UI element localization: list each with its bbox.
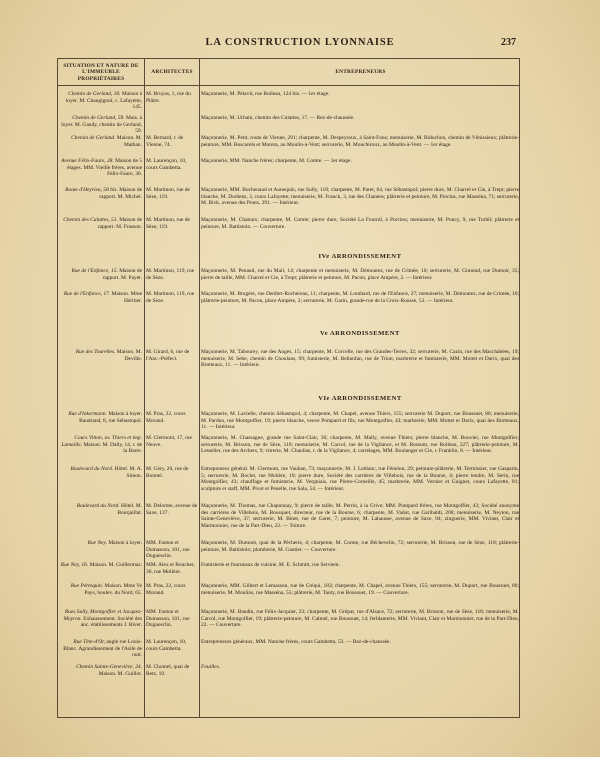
column-header-entrepreneurs: ENTREPRENEURS <box>335 69 386 76</box>
architect-cell: MM. Fanton et Dumasson, 101, rue Duguesclin. <box>146 540 190 560</box>
contractors-cell: Maçonnerie, M. Thomas, rue Chaponnay, 9; pierre de taille, M. Perrin, à la Grive; MM. Pompard frères, rue Montgolfier, 43; Société anonyme des carrières de Villebois, M. Bousquet, directeur, rue de la Bourse, 6; charpente, M. Vadot, rue Garibaldi, 208; menuiserie, M. Neyton, rue Sainte-Geneviève, 37; serrurerie, M. Binet, rue de Garet, 7; peinture, M. Lahausse, avenue de Saxe, 84; zinguerie, MM. Viviant, Clair et Marmonnier, rue de la Part-Dieu, 22. — Toiture. <box>201 503 519 529</box>
contractors-cell: Maçonnerie, MM. Nanche frères; charpente, M. Comte. — 1er étage. <box>201 158 352 164</box>
street-name: Rue des Tourelles. <box>75 349 116 355</box>
architect-cell: M. Géry, 20, rue de Bonnel. <box>146 466 189 479</box>
architect-cell: M. Chomel, quai de Retz, 10. <box>146 664 190 677</box>
street-name: Rue Pétrequin. <box>70 583 104 589</box>
situation-cell <box>60 291 142 304</box>
property-details: Hôtel. M. A. Simon. <box>114 466 142 479</box>
street-name: Rue d'Inkermann. <box>68 411 107 417</box>
property-details: angle rue Louis-Blanc. Agrandissement de l'Asile de nuit. <box>63 639 142 659</box>
contractors-cell: Fumisterie et fourneaux de cuisine, M. E. Schmitt, rue Servient. <box>201 562 340 568</box>
property-details: Maison à loyer. <box>108 540 142 546</box>
property-details: Maison. M. Dally, 14, r. de la Barre. <box>83 441 142 455</box>
property-details: Mais. à loyer. M. Gandy, chemin de Gerland, 59. <box>61 115 142 135</box>
section-heading-5e: Ve ARRONDISSEMENT <box>320 330 400 337</box>
architect-cell: MM. Alex et Boucher, 30, rue Molière. <box>146 562 195 575</box>
situation-cell <box>60 135 142 148</box>
property-details: Maison de 5 étages. MM. Vieille frères, avenue Félix-Faure, 30. <box>67 158 142 178</box>
situation-cell <box>60 435 142 455</box>
section-heading-6e: VIe ARRONDISSEMENT <box>318 395 402 402</box>
page-header <box>0 37 600 51</box>
situation-cell <box>60 583 142 596</box>
property-details: Maison de rapport. M. Frasson. <box>97 217 142 230</box>
column-header-architectes: ARCHITECTES <box>151 69 193 76</box>
section-heading-4e: IVe ARRONDISSEMENT <box>318 253 402 260</box>
contractors-cell: Maçonnerie, M. Chatoux; charpente, M. Comte; pierre dure, Société La Fournil, à Porcieu; menuiserie, M. Poncy, 9, rue Turbil; plâtrerie et peinture, M. Battistolo. — Couverture. <box>201 217 519 230</box>
situation-cell <box>60 158 142 178</box>
architect-cell: M. Girard, 6, rue de l'Anc.-Préfect. <box>146 349 190 362</box>
property-details: Maison à loyer. Baudrand, 8, rue Sébastopol. <box>79 411 142 424</box>
architect-cell: M. Martinon, 119, rue de Sèze. <box>146 268 195 281</box>
street-name: Rue de l'Enfance, 15. <box>71 268 118 274</box>
contractors-cell: Maçonnerie, M. Lavielle, chemin Sébastopol, 4; charpente, M. Chapel, avenue Thiers, 155; serrurerie M. Duport, rue Boussuet, 80; menuiserie, M. Pardon, rue Montgolfier, 19; pierre blanche, veuve Pompard et fils, rue Montgolfier, 43; marbrerie, MM. Mottet et Darix, quai des Brotteaux, 11. — Intérieur. <box>201 411 519 431</box>
property-details: Hôtel. M. Bourjaillat. <box>117 503 142 516</box>
situation-cell <box>60 609 142 629</box>
architect-cell: M. Pras, 22, cours Morand. <box>146 583 186 596</box>
street-name: Boulevard du Nord. <box>76 503 120 509</box>
works-table <box>57 58 520 718</box>
property-details: Maison. M. Mathan. <box>116 135 142 148</box>
architect-cell: MM. Fanton et Dumasson, 101, rue Duguesclin. <box>146 609 190 629</box>
page-number: 237 <box>501 37 516 48</box>
property-details: Maison. Mme Ve Pays, boulev. du Nord, 65. <box>84 583 142 596</box>
street-name: Rue Ney. <box>87 540 107 546</box>
contractors-cell: Entrepreneurs généraux, MM. Nanche frères, cours Gambetta, 53. — Rez-de-chaussée. <box>201 639 391 645</box>
property-details: Maison. Mme Héritier. <box>111 291 142 304</box>
street-name: Rue de l'Enfance, 17. <box>63 291 111 297</box>
property-details: Maison de rapport. M. Michel. <box>99 187 142 200</box>
property-details: Maison. M. Guillermaz. <box>89 562 142 568</box>
contractors-text: Fouilles. <box>201 664 221 670</box>
property-details: Maison de rapport. M. Payet. <box>102 268 142 281</box>
situation-cell <box>60 562 142 569</box>
situation-cell <box>60 91 142 111</box>
architect-cell: M. Martinon, rue de Sèze, 119. <box>146 187 190 200</box>
situation-cell <box>60 187 142 200</box>
contractors-cell: Maçonnerie, M. Brugère, rue Denfert-Rochereau, 11; charpente, M. Lombard, rue de l'Enfance, 27; menuiserie, M. Démoutez, rue de Crimée, 10; plâtrerie-peinture, M. Pacon, place Ampère, 2; serrurerie, M. Garin, grande-rue de la Croix-Rousse, 53. — Intérieur. <box>201 291 519 304</box>
contractors-cell: Maçonnerie, M. Dumont, quai de la Pêcherie, 4; charpente, M. Comte, rue Béchevelin, 72; serrurerie, M. Brisson, rue de Sèze, 118; plâtrerie-peinture, M. Battistolo; plomberie, M. Gautier. — Couverture. <box>201 540 519 553</box>
situation-cell <box>60 664 142 677</box>
architect-cell: M. Delorme, avenue de Saxe, 137. <box>146 503 198 516</box>
architect-cell: M. Martinon, rue de Sèze, 119. <box>146 217 190 230</box>
contractors-cell: Entrepreneur général. M. Clermont, rue Vauban, 73; maçonnerie, M. J. Leblanc, rue Fénelon, 29; peinture-plâtrerie, M. Termissier, rue Gasparin, 5; serrurerie, M. Boclet, rue Molière, 10; pierre dure, Société des carrières de Villebois, rue de la Bourse, 4; pierre tendre, M. Serin, rue Montgolfier, 43; chauffage et fumisterie, M. Vergniais, rue Pierre-Corneille, 45; marbrerie, MM. Vernier et Guignet, cours Lafayette, 81; sculpture et staff, MM. Pivot et Penelle, rue Sala, 54. — Intérieur. <box>201 466 519 492</box>
street-name: Cours Vitton, av. Thiers et imp. Lamaille. <box>61 435 142 448</box>
street-name: Rues Sully, Montgolfier et Jacquez-Moyron. <box>63 609 142 622</box>
architect-cell: M. Clermont, 17, rue Neuve. <box>146 435 192 448</box>
contractors-cell: Maçonnerie, M. Chassagne, grande rue Saint-Clair, 36; charpente, M. Mally, avenue Thiers; pierre blanche, M. Bouvier, rue Montgolfier; serrurerie, M. Brisson, rue de Sèze, 118; menuiserie, M. Carcol, rue de la Vigilance, et M. Bossum, rue Boileau, 227; plâtrerie-peinture, M. Lesselier, rue des Archers, 9; vitrerie, M. Chaulias, r. de la Vigilance, 4; carrelages, MM. Boulanger et Cie, r. Franklin, 8. — Intérieur. <box>201 435 519 455</box>
situation-cell <box>60 503 142 516</box>
architect-cell: M. Martinon, 119, rue de Sèze. <box>146 291 195 304</box>
street-name: Avenue Félix-Faure, 28. <box>61 158 114 164</box>
running-title: LA CONSTRUCTION LYONNAISE <box>205 37 395 48</box>
street-name: Chemin de Gerland. <box>71 135 116 141</box>
architect-cell: M. Bruyas, 1, rue du Plâtre. <box>146 91 191 104</box>
property-details: Maison. M. Guillot. <box>98 670 142 677</box>
architect-cell: M. Laurençon, 10, cours Gambetta. <box>146 158 187 171</box>
column-divider <box>144 59 145 717</box>
street-name: Boulevard du Nord. <box>70 466 114 472</box>
street-name: Rue Ney, 16. <box>60 562 89 568</box>
situation-cell <box>60 411 142 424</box>
situation-cell <box>60 639 142 659</box>
architect-cell: M. Bernard, r. de Vienne, 74. <box>146 135 184 148</box>
contractors-cell <box>201 664 519 671</box>
street-name: Rue Tête-d'Or, <box>73 639 105 645</box>
street-name: Route d'Heyrieu, 58 bis. <box>65 187 118 193</box>
street-name: Chemin des Culattes, 51. <box>63 217 118 223</box>
table-header <box>58 59 519 86</box>
property-details: Maison à loyer. M. Changignol, c. Lafayette, 145. <box>65 91 142 111</box>
contractors-cell: Maçonnerie, M. Baudin, rue Félix-Jacquier, 23; charpente, M. Grépat, rue d'Alsace, 72; serrurerie, M. Brisson, rue de Sèze, 118; menuiserie, M. Carcol, rue Montgolfier, 19; plâtrerie-peinture, M. Calmel, rue Boussuet, 14; ferblanterie, MM. Viviant, Clair et Marmonnier, rue de la Part-Dieu, 22. — Couverture. <box>201 609 519 629</box>
contractors-cell: Maçonnerie, M. Petit, route de Vienne, 291; charpente, M. Despeyroux, à Saint-Fons; menuiserie, M. Bidochon, chemin de Vénissieux; plâtrerie-peinture, MM. Boscarels et Morera, au Moulin-à-Vent; serrurerie, M. Mouchiroux, au Moulin-à-Vent. — 1er étage. <box>201 135 519 148</box>
street-name: Chemin Sainte-Geneviève, 24. <box>76 664 142 670</box>
contractors-cell: Maçonnerie, M. Urbain, chemin des Culattes, 17. — Rez-de-chaussée. <box>201 115 355 121</box>
situation-cell <box>60 540 142 547</box>
street-name: Chemin de Gerland, 59. <box>72 115 125 121</box>
column-header-situation: SITUATION ET NATURE DE L'IMMEUBLE PROPRIÉTAIRES <box>63 62 139 82</box>
street-name: Chemin de Gerland, 30. <box>68 91 121 97</box>
contractors-cell: Maçonnerie, MM. Gilbert et Lemasson, rue de Créqui, 183; charpente, M. Chapel, avenue Thiers, 155; serrurerie, M. Duport, rue Boussuet, 80; menuiserie, M. Moulins, rue Masséna, 55; plâtrerie, M. Tauty, rue Boussuet, 19. — Couverture. <box>201 583 519 596</box>
property-details: Maison. M. Deville. <box>116 349 142 362</box>
property-details: Exhaussement. Société des anc. établissements J. Rivet. <box>80 615 142 629</box>
contractors-cell: Maçonnerie, MM. Buchenaud et Aunequin, rue Sully, 118; charpente, M. Paret, 64, rue Sébastopol; pierre dure, M. Charrel et Cie, à Trept; pierre blanche, M. Dodiens, 3, cours Lafayette; menuiserie, M. Franck, 3, rue des Chanées; plâtrerie et peinture, M. Pinclus, rue Masséna, 71; serrurerie, M. Bick, avenue des Ponts, 291. — Intérieur. <box>201 187 519 207</box>
situation-cell <box>60 349 142 362</box>
column-divider <box>199 59 200 717</box>
architect-cell: M. Laurençon, 10, cours Gambetta. <box>146 639 187 652</box>
situation-cell <box>60 217 142 230</box>
situation-cell <box>60 466 142 479</box>
contractors-cell: Maçonnerie, M. Penaud, rue du Mail, 14; charpente et menuiserie, M. Démoutez, rue de Crimée, 10; serrurerie, M. Gimond, rue Dumoir, 35; pierre de taille, MM. Charrel et Cie, à Trept; plâtrerie et peinture, M. Pacon, place Ampère, 2. — Intérieur. <box>201 268 519 281</box>
situation-cell <box>60 268 142 281</box>
situation-cell <box>60 115 142 135</box>
contractors-cell: Maçonnerie, M. Pétavit, rue Boileau, 124 bis. — 1er étage. <box>201 91 330 97</box>
architect-cell: M. Pras, 22, cours Morand. <box>146 411 186 424</box>
contractors-cell: Maçonnerie, M. Tabourey, rue des Anges, 15; charpente, M. Corcelle, rue des Grandes-Terres, 32; serrurerie, M. Cazin, rue des Macchabées, 19; menuiserie, M. Sebe, chemin de Choulans, 99; fumisterie, M. Bellanfan, rue de Trion; marbrerie et fumisterie, MM. Mottet et Darix, quai des Brotteaux, 11. — Intérieur. <box>201 349 519 369</box>
